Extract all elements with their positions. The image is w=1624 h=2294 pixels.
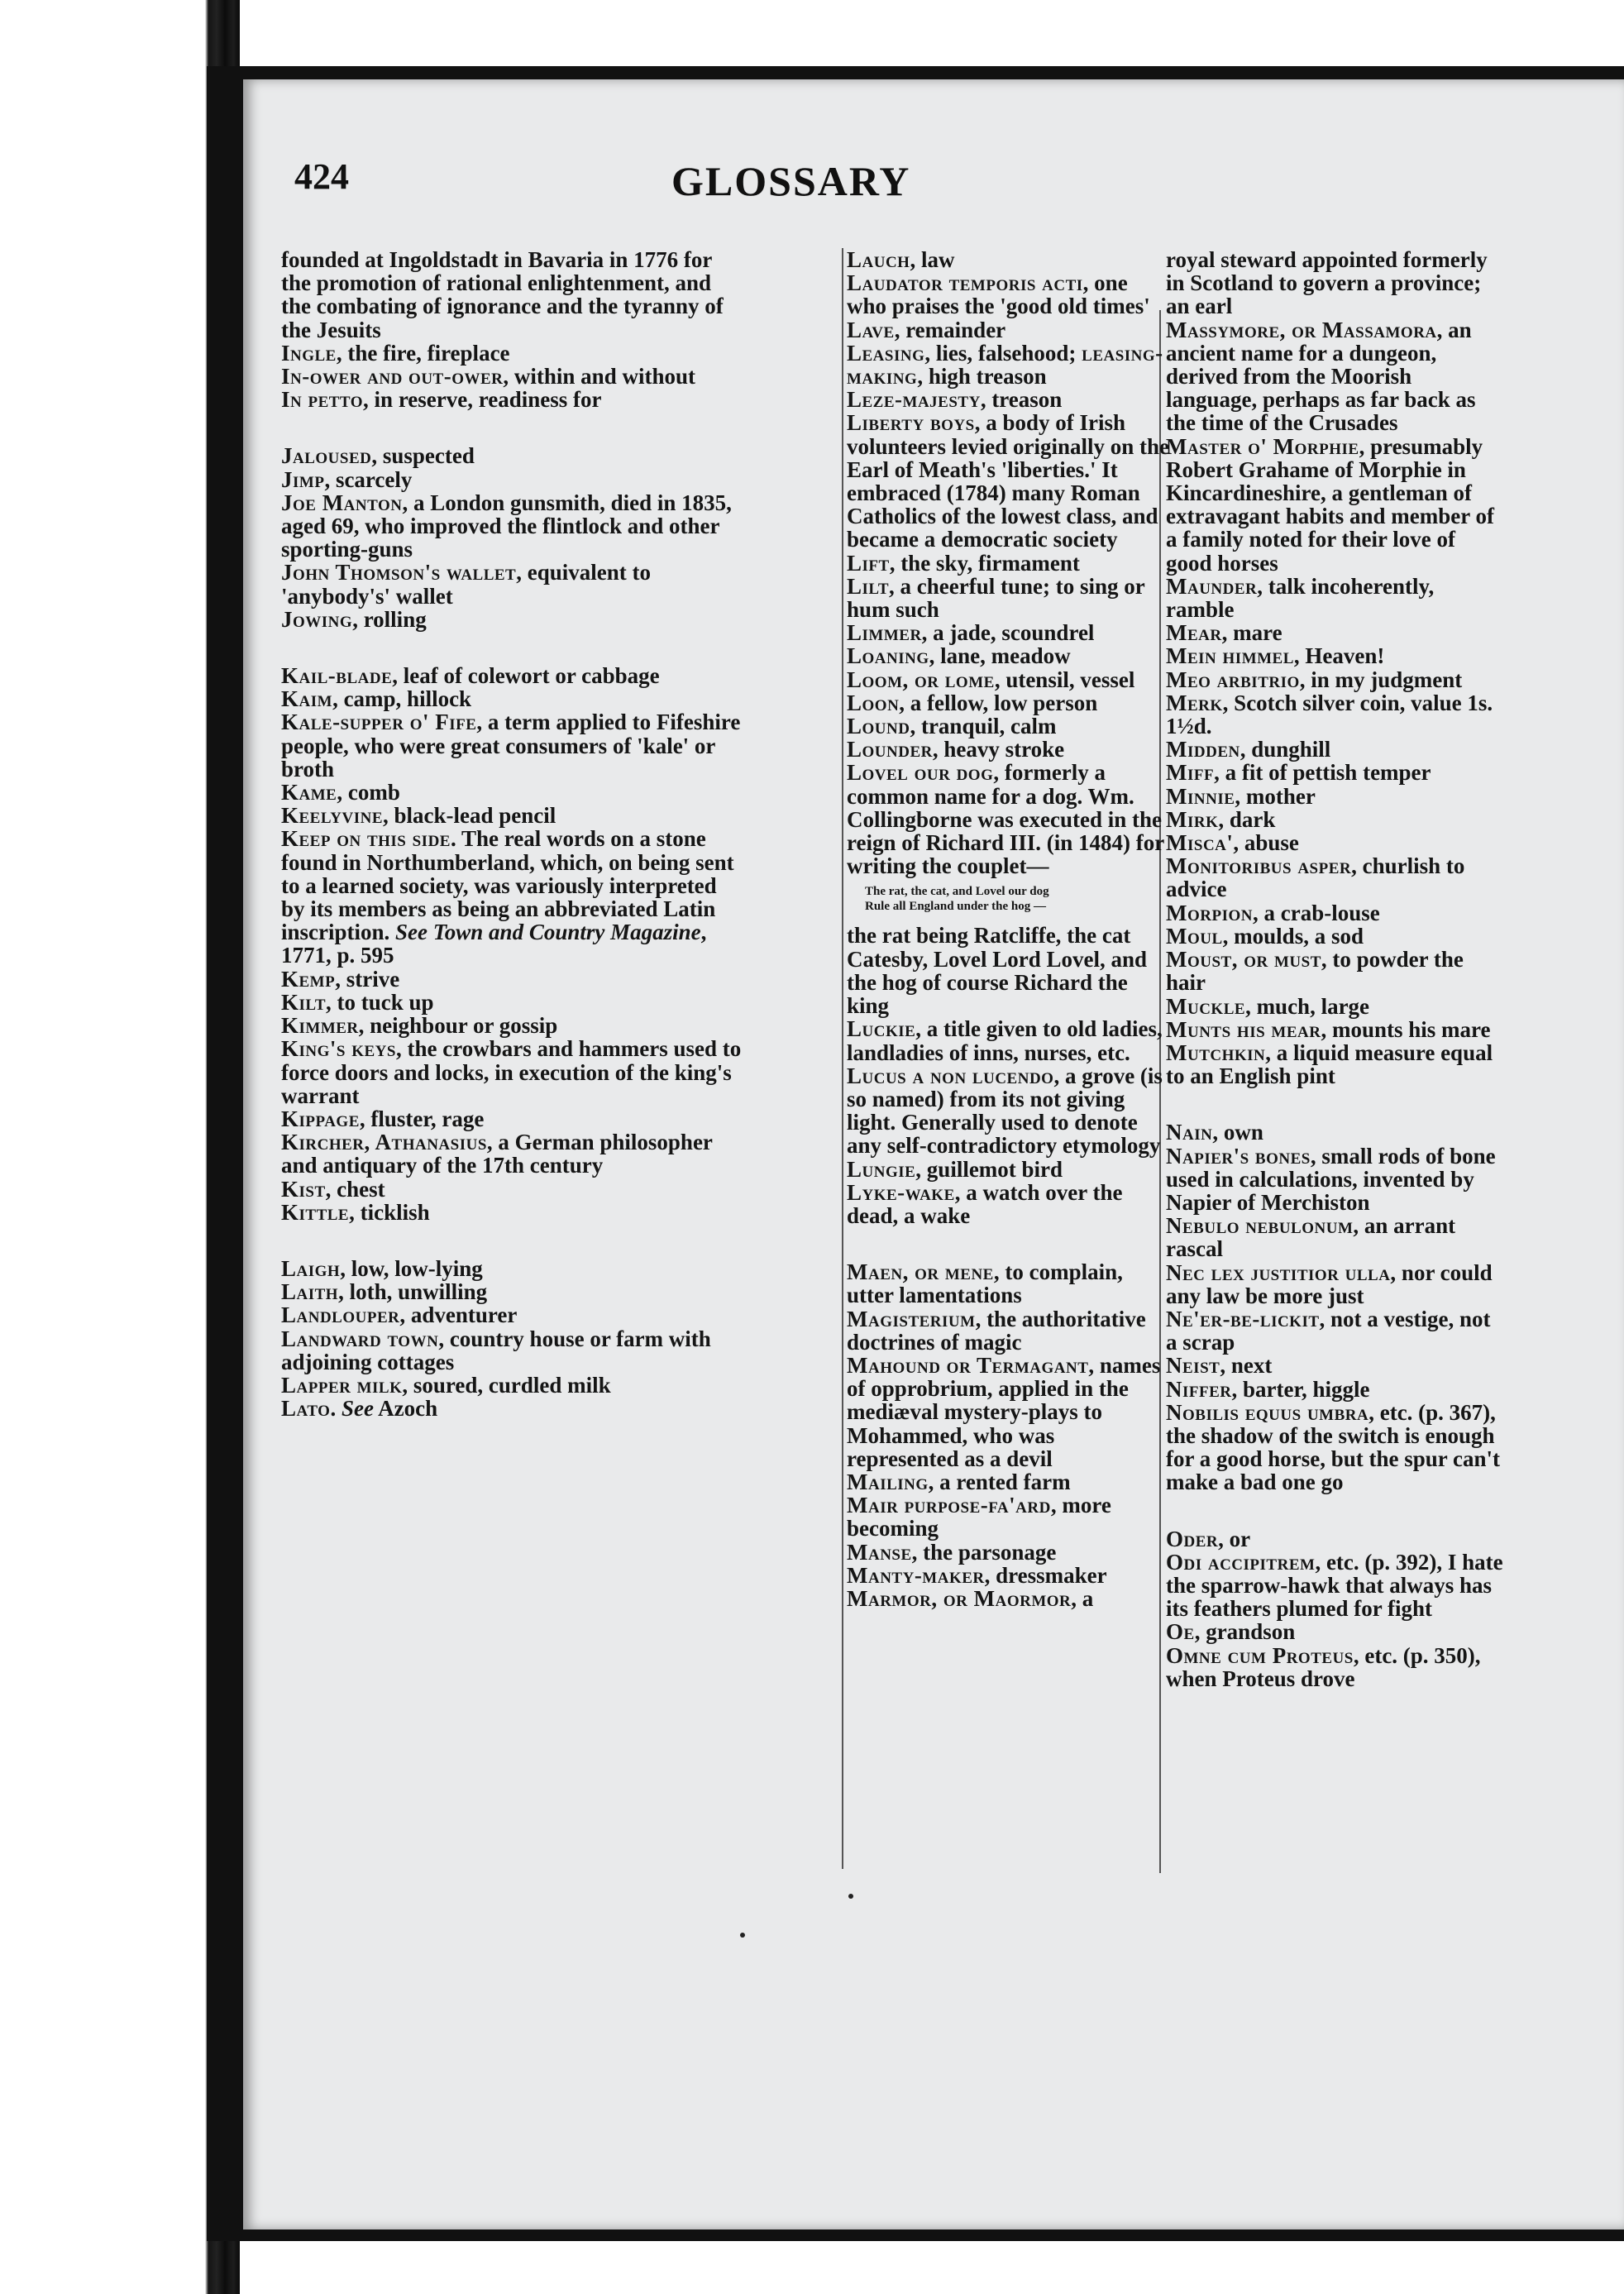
headword: Nain	[1166, 1120, 1213, 1145]
definition-text: , barter, higgle	[1231, 1376, 1370, 1402]
headword: Loaning	[847, 643, 929, 669]
definition-text: , grandson	[1194, 1619, 1296, 1645]
definition-text: , dark	[1218, 806, 1276, 832]
glossary-entry	[1166, 1644, 1505, 1690]
glossary-entry	[281, 1397, 744, 1420]
headword: Lift	[847, 550, 890, 576]
headword: Lilt	[847, 573, 890, 599]
definition-text: royal steward appointed formerly in Scotland to govern a province; an earl	[1166, 247, 1488, 319]
definition-text: , moulds, a sod	[1222, 923, 1364, 949]
glossary-entry	[847, 1158, 1171, 1181]
glossary-entry	[847, 575, 1171, 621]
headword: Keelyvine	[281, 803, 384, 829]
definition-text: , a crab-louse	[1252, 900, 1380, 925]
definition-text: , a fit of pettish temper	[1214, 760, 1431, 786]
definition-text: , within and without	[503, 364, 695, 390]
glossary-entry	[1166, 575, 1505, 621]
glossary-entry	[281, 1130, 744, 1177]
headword: Muckle	[1166, 993, 1246, 1019]
italic-reference: See Town and Country Magazine	[395, 920, 701, 945]
definition-text: , Heaven!	[1293, 643, 1385, 669]
definition-text: , tranquil, calm	[910, 714, 1057, 739]
headword: Kist	[281, 1176, 326, 1202]
headword: Mair purpose-fa'ard	[847, 1493, 1051, 1518]
definition-text: , a jade, scoundrel	[921, 620, 1095, 646]
glossary-entry	[847, 1541, 1171, 1564]
definition-text: , an arrant rascal	[1166, 1213, 1456, 1262]
headword: Jowing	[281, 606, 353, 632]
headword: Laudator temporis acti	[847, 270, 1083, 296]
glossary-entry	[1166, 668, 1505, 691]
headword: Misca'	[1166, 830, 1234, 856]
glossary-entry	[847, 924, 1171, 1017]
definition-text: , black-lead pencil	[383, 803, 556, 829]
headword: Kemp	[281, 966, 336, 992]
italic-reference: See	[341, 1396, 374, 1422]
glossary-column-2	[847, 248, 1171, 1610]
glossary-entry	[847, 1587, 1171, 1610]
glossary-entry	[281, 804, 744, 827]
definition-text: , fluster, rage	[359, 1106, 485, 1131]
glossary-entry	[1166, 1214, 1505, 1260]
glossary-entry	[1166, 435, 1505, 575]
section-gap	[281, 411, 744, 444]
glossary-entry	[847, 714, 1171, 738]
headword: Lovel our dog	[847, 760, 994, 786]
headword: Odi accipitrem	[1166, 1549, 1316, 1575]
glossary-entry	[281, 444, 744, 467]
definition-text: , a cheerful tune; to sing or hum such	[847, 573, 1145, 623]
headword: Maunder	[1166, 573, 1258, 599]
definition-text: , the authoritative doctrines of magic	[847, 1306, 1146, 1355]
glossary-entry	[847, 761, 1171, 877]
headword: Landward town	[281, 1326, 439, 1351]
definition-text: , lies, falsehood;	[924, 340, 1082, 366]
column-rule	[842, 248, 843, 1869]
glossary-entry	[1166, 1378, 1505, 1401]
definition-text: , scarcely	[324, 466, 413, 492]
headword: Moul	[1166, 923, 1223, 949]
definition-text: , ticklish	[349, 1199, 430, 1225]
glossary-entry	[1166, 1041, 1505, 1087]
glossary-column-3	[1166, 248, 1505, 1690]
definition-text: . The real words on a stone found in Northumberland, which, on being sent to a learned society, was variously interpreted by its members as being an abbreviated Latin inscription.	[281, 826, 734, 945]
headword: In petto	[281, 387, 364, 413]
definition-text: , etc. (p. 367), the shadow of the switch is enough for a good horse, but the spur can't make a bad one go	[1166, 1399, 1501, 1495]
headword: Mirk	[1166, 806, 1219, 832]
headword: Oder	[1166, 1526, 1219, 1551]
headword: Niffer	[1166, 1376, 1232, 1402]
glossary-entry	[847, 318, 1171, 342]
glossary-entry	[281, 1178, 744, 1201]
headword: Kimmer	[281, 1013, 359, 1039]
definition-text: , much, large	[1245, 993, 1370, 1019]
glossary-entry	[281, 664, 744, 687]
glossary-entry	[1166, 644, 1505, 667]
headword: Maen, or mene	[847, 1259, 994, 1285]
glossary-entry	[281, 781, 744, 804]
glossary-entry	[847, 621, 1171, 644]
glossary-entry	[847, 691, 1171, 714]
glossary-entry	[281, 491, 744, 562]
headword: Morpion	[1166, 900, 1253, 925]
headword: Liberty boys	[847, 410, 975, 436]
glossary-entry	[281, 388, 744, 411]
glossary-entry	[1166, 1354, 1505, 1377]
definition-text: , one who praises the 'good old times'	[847, 270, 1150, 319]
glossary-entry	[847, 1181, 1171, 1227]
glossary-entry	[847, 1017, 1171, 1063]
definition-text: , etc. (p. 350), when Proteus drove	[1166, 1642, 1481, 1691]
headword: Lucus a non lucendo	[847, 1063, 1054, 1088]
headword: Kame	[281, 780, 337, 805]
definition-text: , etc. (p. 392), I hate the sparrow-hawk that always has its feathers plumed for fight	[1166, 1549, 1503, 1622]
headword: Lato	[281, 1396, 331, 1422]
definition-text: , a rented farm	[928, 1469, 1071, 1494]
headword: Mutchkin	[1166, 1039, 1266, 1065]
definition-text: , a German philosopher and antiquary of the 17th century	[281, 1130, 713, 1178]
definition-text: , country house or farm with adjoining cottages	[281, 1326, 711, 1374]
glossary-entry	[1166, 691, 1505, 738]
definition-text: , next	[1220, 1353, 1273, 1379]
glossary-entry	[1166, 854, 1505, 901]
glossary-entry	[281, 1037, 744, 1107]
headword: leasing-making	[847, 340, 1163, 390]
headword: Lapper milk	[281, 1372, 403, 1398]
headword: Merk	[1166, 690, 1223, 715]
glossary-entry	[847, 552, 1171, 575]
definition-text: , to tuck up	[326, 989, 434, 1015]
definition-text: the rat being Ratcliffe, the cat Catesby, Lovel Lord Lovel, and the hog of course Richard the king	[847, 923, 1148, 1019]
definition-text: , small rods of bone used in calculations, invented by Napier of Merchiston	[1166, 1143, 1496, 1215]
headword: Kittle	[281, 1199, 350, 1225]
headword: Lauch	[847, 247, 910, 272]
definition-text: .	[330, 1396, 342, 1422]
glossary-entry	[281, 687, 744, 710]
glossary-entry	[281, 968, 744, 991]
glossary-entry	[847, 1307, 1171, 1354]
headword: Nobilis equus umbra	[1166, 1399, 1369, 1425]
definition-text: , dunghill	[1239, 737, 1331, 762]
glossary-entry	[281, 1257, 744, 1280]
definition-text: , 1771, p. 595	[281, 920, 707, 968]
headword: Loon	[847, 690, 900, 715]
headword: Kircher, Athanasius	[281, 1130, 487, 1155]
definition-text: , comb	[337, 780, 400, 805]
headword: Lyke-wake	[847, 1179, 955, 1205]
headword: Jimp	[281, 466, 325, 492]
definition-text: , nor could any law be more just	[1166, 1259, 1493, 1308]
definition-text: , remainder	[894, 317, 1006, 342]
headword: Ne'er-be-lickit	[1166, 1306, 1320, 1331]
headword: Joe Manton	[281, 490, 403, 515]
glossary-entry	[847, 738, 1171, 761]
glossary-entry	[281, 608, 744, 631]
headword: Monitoribus asper	[1166, 853, 1352, 879]
definition-text: , the crowbars and hammers used to force doors and locks, in execution of the king's warrant	[281, 1036, 742, 1108]
glossary-entry	[281, 1327, 744, 1374]
headword: King's keys	[281, 1036, 396, 1062]
definition-text: , rolling	[352, 606, 427, 632]
headword: Lave	[847, 317, 895, 342]
glossary-entry	[847, 1260, 1171, 1307]
definition-text: , a grove (is so named) from its not giving light. Generally used to denote any self-contradictory etymology	[847, 1063, 1163, 1159]
glossary-entry	[847, 342, 1171, 388]
definition-text: , the sky, firmament	[889, 550, 1080, 576]
definition-text: , lane, meadow	[929, 643, 1071, 669]
glossary-entry	[847, 1470, 1171, 1493]
glossary-entry	[281, 1280, 744, 1303]
headword: Kail-blade	[281, 663, 393, 689]
definition-text: , churlish to advice	[1166, 853, 1465, 902]
glossary-entry	[1166, 1121, 1505, 1144]
definition-text: , loth, unwilling	[338, 1279, 488, 1305]
definition-text: , a watch over the dead, a wake	[847, 1179, 1123, 1228]
headword: John Thomson's wallet	[281, 560, 517, 585]
glossary-entry	[847, 644, 1171, 667]
headword: Luckie	[847, 1016, 916, 1042]
headword: Magisterium	[847, 1306, 976, 1331]
glossary-entry	[1166, 738, 1505, 761]
headword: Midden	[1166, 737, 1240, 762]
headword: Manse	[847, 1539, 912, 1565]
section-gap	[281, 1224, 744, 1257]
glossary-entry	[1166, 1261, 1505, 1307]
book-binding-edge	[0, 0, 240, 2294]
definition-text: , utensil, vessel	[994, 667, 1135, 692]
glossary-entry	[1166, 808, 1505, 831]
glossary-entry	[847, 411, 1171, 551]
headword: Master o' Morphie	[1166, 433, 1359, 459]
glossary-entry	[1166, 621, 1505, 644]
glossary-entry	[1166, 1401, 1505, 1494]
glossary-entry	[281, 1374, 744, 1397]
headword: Marmor, or Maormor	[847, 1585, 1072, 1611]
definition-text: , mounts his mare	[1321, 1016, 1491, 1042]
definition-text: , formerly a common name for a dog. Wm. Collingborne was executed in the reign of Richard III. (in 1484) for writing the couplet—	[847, 760, 1164, 879]
glossary-entry	[1166, 1527, 1505, 1551]
headword: Lungie	[847, 1156, 916, 1182]
definition-text: , in reserve, readiness for	[363, 387, 602, 413]
headword: Laith	[281, 1279, 339, 1305]
glossary-entry	[1166, 1620, 1505, 1643]
page-number: 424	[294, 156, 349, 197]
glossary-entry	[281, 248, 744, 342]
glossary-entry	[281, 1303, 744, 1326]
headword: Mein himmel	[1166, 643, 1294, 669]
glossary-entry	[1166, 1307, 1505, 1354]
glossary-entry	[1166, 318, 1505, 435]
definition-text: , high treason	[917, 364, 1047, 390]
headword: Limmer	[847, 620, 922, 646]
headword: Leze-majesty	[847, 387, 981, 413]
glossary-entry	[847, 1064, 1171, 1158]
headword: Meo arbitrio	[1166, 667, 1300, 692]
definition-text: , to powder the hair	[1166, 947, 1464, 996]
definition-text: , camp, hillock	[332, 686, 472, 712]
headword: Laigh	[281, 1255, 341, 1281]
running-head: GLOSSARY	[671, 158, 911, 204]
glossary-entry	[281, 468, 744, 491]
definition-text: , in my judgment	[1299, 667, 1463, 692]
headword: Oe	[1166, 1619, 1195, 1645]
glossary-entry	[847, 388, 1171, 411]
headword: Minnie	[1166, 783, 1235, 809]
definition-text: , a term applied to Fifeshire people, who were great consumers of 'kale' or broth	[281, 710, 741, 781]
quoted-verse	[847, 884, 1171, 914]
speck-mark	[740, 1933, 745, 1938]
definition-text: , an ancient name for a dungeon, derived from the Moorish language, perhaps as far back as the time of the Crusades	[1166, 317, 1476, 436]
glossary-entry	[1166, 948, 1505, 994]
definition-text: , names of opprobrium, applied in the mediæval mystery-plays to Mohammed, who was represented as a devil	[847, 1352, 1161, 1471]
definition-text: , the parsonage	[911, 1539, 1057, 1565]
glossary-entry	[1166, 1145, 1505, 1215]
definition-text: , Scotch silver coin, value 1s. 1½d.	[1166, 690, 1493, 739]
glossary-column-1	[281, 248, 744, 1420]
headword: Leasing	[847, 340, 925, 366]
glossary-entry	[281, 710, 744, 781]
glossary-entry	[281, 991, 744, 1014]
definition-text: , a liquid measure equal to an English pint	[1166, 1039, 1493, 1089]
headword: Jaloused	[281, 443, 372, 469]
glossary-entry	[281, 365, 744, 388]
headword: Kaim	[281, 686, 333, 712]
headword: Keep on this side	[281, 826, 451, 852]
headword: Napier's bones	[1166, 1143, 1311, 1169]
headword: Nec lex justitior ulla	[1166, 1259, 1391, 1285]
definition-text: , own	[1212, 1120, 1263, 1145]
definition-text: , talk incoherently, ramble	[1166, 573, 1435, 623]
headword: Lound	[847, 714, 910, 739]
definition-text: , a title given to old ladies, landladies of inns, nurses, etc.	[847, 1016, 1163, 1065]
verse-line: Rule all England under the hog —	[865, 900, 1046, 914]
glossary-entry	[281, 1014, 744, 1037]
section-gap	[1166, 1087, 1505, 1121]
headword: Moust, or must	[1166, 947, 1321, 973]
glossary-entry	[281, 342, 744, 365]
glossary-entry	[1166, 761, 1505, 784]
glossary-entry	[847, 1354, 1171, 1470]
headword: Mahound or Termagant	[847, 1352, 1089, 1378]
headword: Lounder	[847, 737, 933, 762]
definition-text: , law	[910, 247, 955, 272]
glossary-entry	[281, 1201, 744, 1224]
definition-text: , mother	[1235, 783, 1316, 809]
glossary-entry	[847, 271, 1171, 318]
headword: Kilt	[281, 989, 326, 1015]
definition-text: , more becoming	[847, 1493, 1111, 1541]
definition-text: , neighbour or gossip	[358, 1013, 558, 1039]
definition-text: Azoch	[373, 1396, 438, 1422]
glossary-entry	[281, 561, 744, 607]
definition-text: , chest	[325, 1176, 385, 1202]
glossary-entry	[1166, 785, 1505, 808]
definition-text: founded at Ingoldstadt in Bavaria in 1776 for the promotion of rational enlightenment, and the combating of ignorance and the tyranny of the Jesuits	[281, 247, 724, 342]
headword: Munts his mear	[1166, 1016, 1321, 1042]
definition-text: , equivalent to 'anybody's' wallet	[281, 560, 651, 609]
glossary-entry	[1166, 1018, 1505, 1041]
definition-text: , suspected	[371, 443, 475, 469]
headword: Manty-maker	[847, 1562, 985, 1588]
definition-text: , to complain, utter lamentations	[847, 1259, 1123, 1308]
headword: Landlouper	[281, 1302, 400, 1328]
glossary-entry	[847, 1564, 1171, 1587]
section-gap	[1166, 1494, 1505, 1527]
definition-text: , not a vestige, not a scrap	[1166, 1306, 1491, 1355]
glossary-entry	[847, 668, 1171, 691]
definition-text: , leaf of colewort or cabbage	[392, 663, 660, 689]
glossary-entry	[1166, 831, 1505, 854]
headword: Mailing	[847, 1469, 929, 1494]
definition-text: , treason	[980, 387, 1063, 413]
glossary-entry	[281, 1107, 744, 1130]
definition-text: , a London gunsmith, died in 1835, aged 69, who improved the flintlock and other sporting-guns	[281, 490, 732, 562]
glossary-entry	[1166, 248, 1505, 318]
glossary-entry	[1166, 1551, 1505, 1621]
headword: Loom, or lome	[847, 667, 995, 692]
headword: Ingle	[281, 340, 337, 366]
headword: Kippage	[281, 1106, 360, 1131]
definition-text: , soured, curdled milk	[402, 1372, 611, 1398]
headword: Massymore, or Massamora	[1166, 317, 1437, 342]
headword: Kale-supper o' Fife	[281, 710, 477, 735]
glossary-entry	[1166, 995, 1505, 1018]
definition-text: , presumably Robert Grahame of Morphie in Kincardineshire, a gentleman of extravagant habits and member of a family noted for their love of good horses	[1166, 433, 1494, 576]
definition-text: , a	[1071, 1585, 1094, 1611]
glossary-entry	[847, 1493, 1171, 1540]
section-gap	[281, 631, 744, 664]
definition-text: , low, low-lying	[340, 1255, 483, 1281]
definition-text: , guillemot bird	[915, 1156, 1063, 1182]
definition-text: , adventurer	[399, 1302, 518, 1328]
headword: Omne cum Proteus	[1166, 1642, 1354, 1668]
headword: Nebulo nebulonum	[1166, 1213, 1354, 1239]
glossary-entry	[847, 248, 1171, 271]
speck-mark	[848, 1894, 853, 1899]
definition-text: , dressmaker	[984, 1562, 1107, 1588]
glossary-entry	[281, 827, 744, 967]
definition-text: , a fellow, low person	[899, 690, 1098, 715]
verse-line: The rat, the cat, and Lovel our dog	[865, 885, 1049, 899]
headword: Neist	[1166, 1353, 1220, 1379]
definition-text: , mare	[1221, 620, 1282, 646]
definition-text: , abuse	[1233, 830, 1299, 856]
definition-text: , the fire, fireplace	[336, 340, 510, 366]
glossary-entry	[1166, 901, 1505, 925]
headword: Miff	[1166, 760, 1215, 786]
glossary-entry	[1166, 925, 1505, 948]
headword: In-ower and out-ower	[281, 364, 504, 390]
headword: Mear	[1166, 620, 1222, 646]
definition-text: , strive	[335, 966, 400, 992]
definition-text: , or	[1218, 1526, 1251, 1551]
section-gap	[847, 1227, 1171, 1260]
definition-text: , heavy stroke	[932, 737, 1065, 762]
definition-text: , a body of Irish volunteers levied originally on the Earl of Meath's 'liberties.' It embraced (1784) many Roman Catholics of the lowest class, and became a democratic society	[847, 410, 1169, 552]
